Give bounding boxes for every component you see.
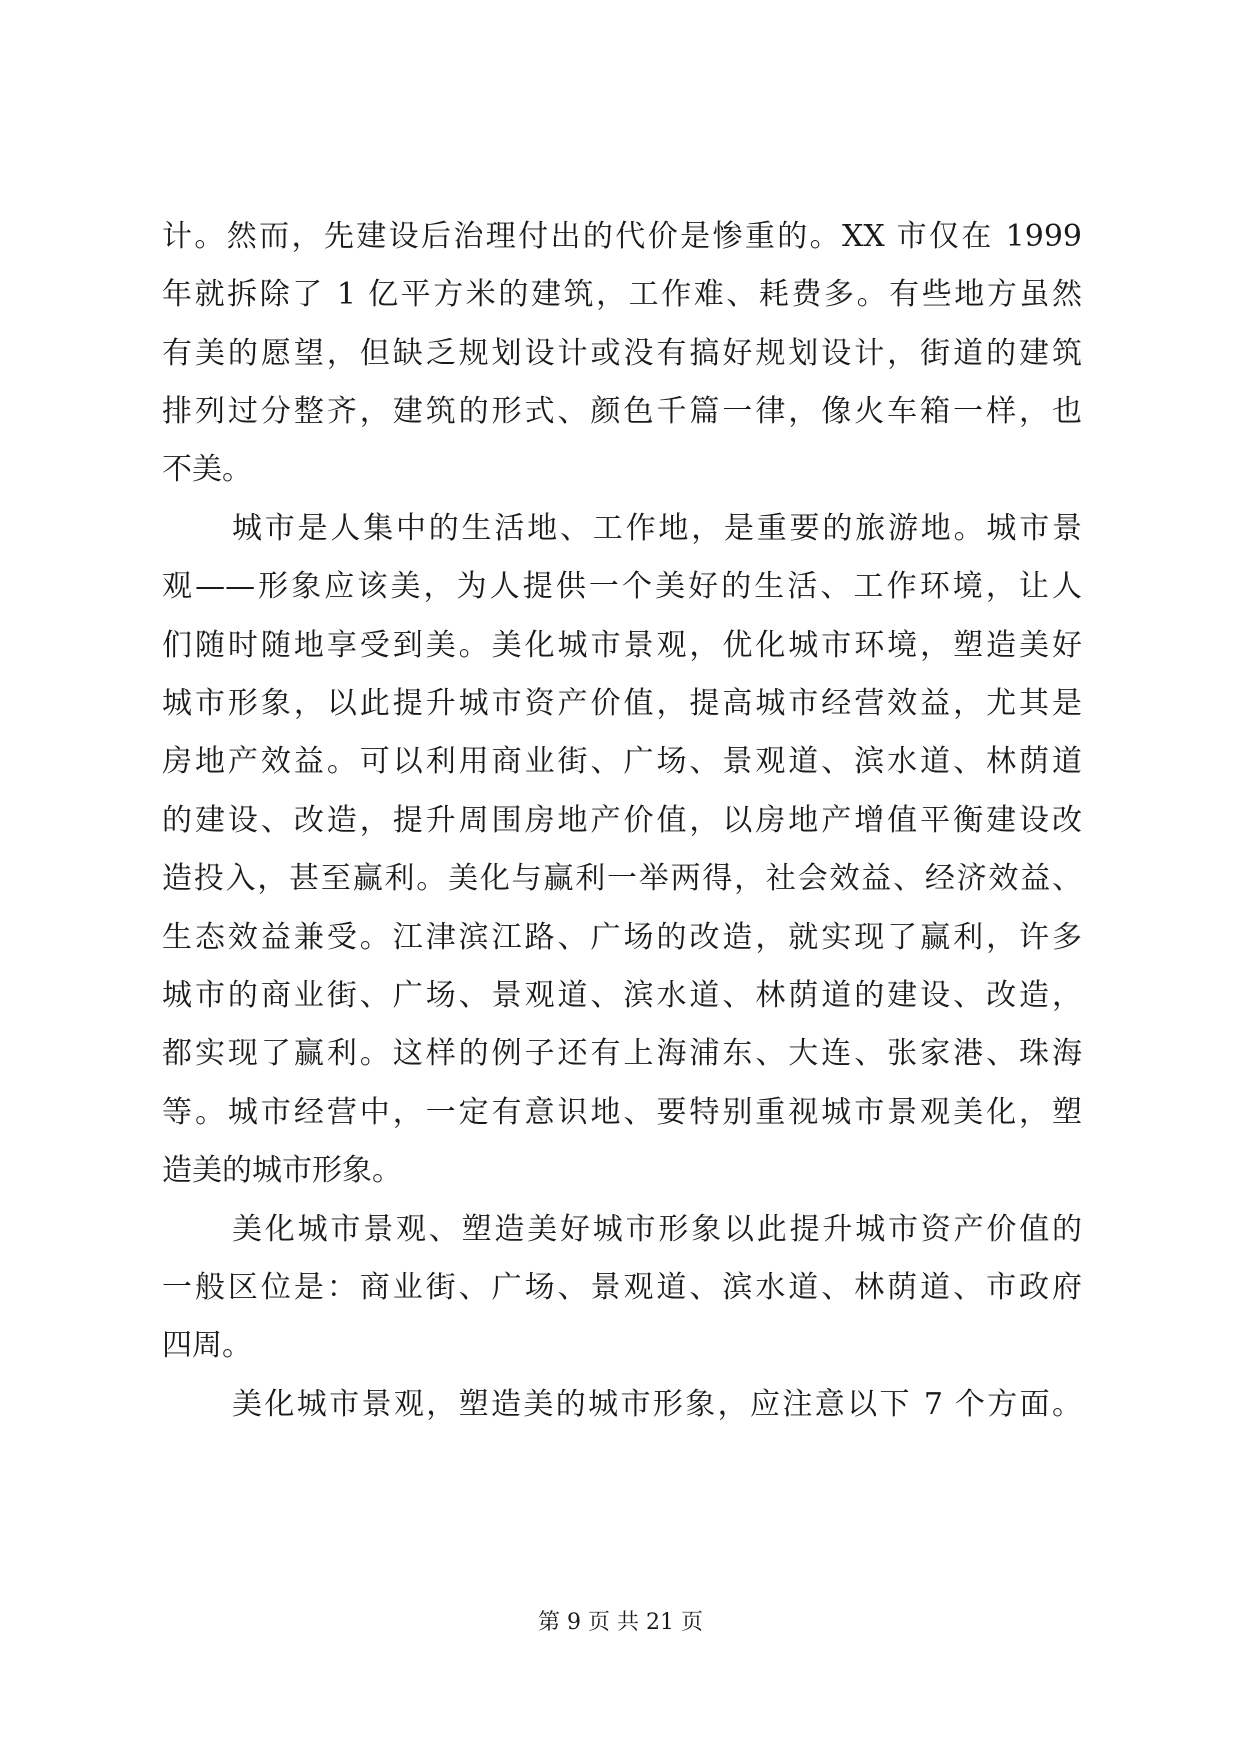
text-line: 排列过分整齐，建筑的形式、颜色千篇一律，像火车箱一样，也 [162,394,1082,429]
text-line: 观——形象应该美，为人提供一个美好的生活、工作环境，让人 [162,569,1082,604]
text-line: 等。城市经营中，一定有意识地、要特别重视城市景观美化，塑 [162,1095,1082,1130]
text-line: 美化城市景观，塑造美的城市形象，应注意以下 7 个方面。 [232,1387,1082,1422]
text-line: 生态效益兼受。江津滨江路、广场的改造，就实现了赢利，许多 [162,920,1082,955]
text-line: 城市的商业街、广场、景观道、滨水道、林荫道的建设、改造， [162,978,1082,1013]
text-line: 年就拆除了 1 亿平方米的建筑，工作难、耗费多。有些地方虽然 [162,277,1082,312]
text-line: 美化城市景观、塑造美好城市形象以此提升城市资产价值的 [232,1212,1082,1247]
page-number-footer: 第 9 页 共 21 页 [538,1610,703,1635]
text-line: 造投入，甚至赢利。美化与赢利一举两得，社会效益、经济效益、 [162,861,1082,896]
text-line: 城市形象，以此提升城市资产价值，提高城市经营效益，尤其是 [162,686,1082,721]
text-line: 计。然而，先建设后治理付出的代价是惨重的。XX 市仅在 1999 [162,219,1082,254]
text-line: 房地产效益。可以利用商业街、广场、景观道、滨水道、林荫道 [162,744,1082,779]
text-line: 们随时随地享受到美。美化城市景观，优化城市环境，塑造美好 [162,628,1082,663]
text-line: 一般区位是：商业街、广场、景观道、滨水道、林荫道、市政府 [162,1270,1082,1305]
text-line: 有美的愿望，但缺乏规划设计或没有搞好规划设计，街道的建筑 [162,336,1082,371]
text-line: 的建设、改造，提升周围房地产价值，以房地产增值平衡建设改 [162,803,1082,838]
text-line: 都实现了赢利。这样的例子还有上海浦东、大连、张家港、珠海 [162,1036,1082,1071]
text-line: 造美的城市形象。 [162,1153,402,1188]
text-line: 四周。 [162,1328,252,1363]
text-line: 不美。 [162,452,252,487]
text-line: 城市是人集中的生活地、工作地，是重要的旅游地。城市景 [232,511,1082,546]
